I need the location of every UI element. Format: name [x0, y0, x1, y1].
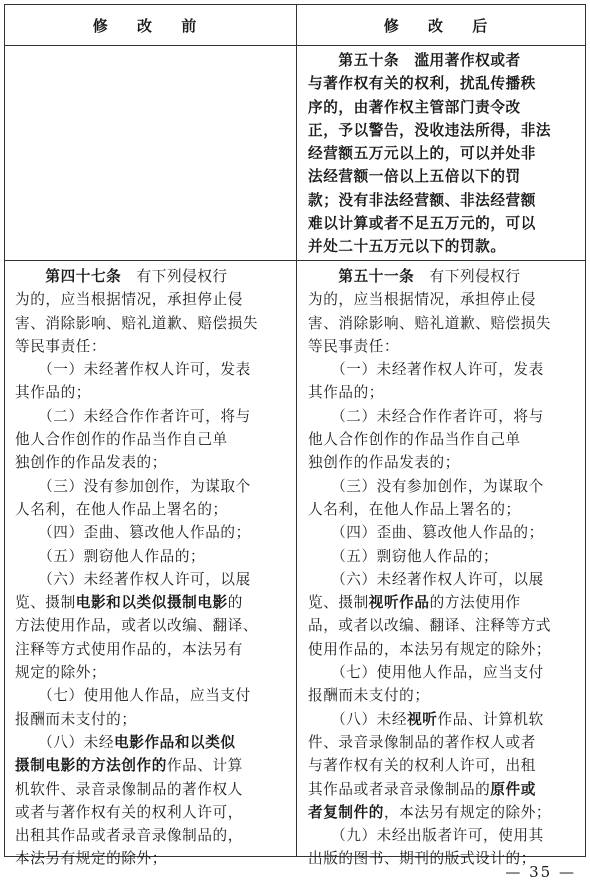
text-line: [308, 381, 578, 404]
text-line: [15, 498, 285, 521]
text-line: [308, 265, 578, 288]
text-segment: 览、摄制: [308, 594, 369, 612]
bold-text-segment: 与著作权有关的权利，扰乱传播秩: [308, 75, 536, 93]
text-segment: （七）使用他人作品，应当支付: [15, 687, 251, 705]
comparison-table: [4, 4, 586, 868]
text-line: [308, 661, 578, 684]
text-segment: （四）歪曲、篡改他人作品的；: [308, 524, 544, 542]
bold-text-segment: 并处二十五万元以下的罚款。: [308, 238, 506, 256]
text-segment: （九）未经出版者许可，使用其: [308, 827, 544, 845]
text-line: [308, 824, 578, 847]
bold-text-segment: 第五十一条: [308, 268, 415, 285]
bold-text-segment: 第四十七条: [15, 268, 122, 285]
text-segment: （五）剽窃他人作品的；: [15, 547, 206, 565]
text-segment: （二）未经合作作者许可，将与: [15, 407, 251, 425]
text-line: [308, 451, 578, 474]
text-line: [308, 119, 578, 142]
text-line: [308, 212, 578, 235]
text-line: [15, 381, 285, 404]
text-line: [15, 568, 285, 591]
text-segment: 或者与著作权有关的权利人许可，: [15, 803, 243, 821]
text-line: [308, 405, 578, 428]
text-line: [308, 142, 578, 165]
row-divider: [5, 260, 585, 261]
bold-text-segment: 款；没有非法经营额、非法经营额: [308, 191, 536, 209]
text-segment: 为的，应当根据情况，承担停止侵: [15, 291, 243, 309]
text-line: [308, 428, 578, 451]
text-line: [308, 498, 578, 521]
bold-text-segment: 视听作品: [368, 594, 430, 612]
text-segment: 其作品的；: [308, 384, 384, 402]
bold-text-segment: 摄制电影的方法创作的: [15, 757, 167, 775]
text-line: [15, 824, 285, 847]
text-line: [308, 708, 578, 731]
text-segment: （七）使用他人作品，应当支付: [308, 664, 544, 682]
text-line: [15, 288, 285, 311]
text-segment: （六）未经著作权人许可，以展: [15, 570, 251, 588]
text-segment: 报酬而未支付的；: [15, 710, 137, 728]
text-line: [308, 189, 578, 212]
bold-text-segment: 难以计算或者不足五万元的，可以: [308, 215, 536, 233]
text-segment: 作品、计算: [166, 757, 243, 775]
text-line: [308, 591, 578, 614]
bold-text-segment: 法经营额一倍以上五倍以下的罚: [308, 168, 521, 186]
text-line: [308, 72, 578, 95]
text-line: [15, 591, 285, 614]
text-segment: 为的，应当根据情况，承担停止侵: [308, 291, 536, 309]
text-line: [308, 96, 578, 119]
text-segment: 他人合作创作的作品当作自己单: [308, 431, 521, 449]
text-line: [15, 731, 285, 754]
text-segment: 的方法使用作: [429, 594, 521, 612]
header-after: 修 改 后: [383, 16, 500, 35]
header-before: 修 改 前: [92, 16, 209, 35]
text-segment: 有下列侵权行: [121, 268, 228, 285]
text-line: [15, 521, 285, 544]
text-segment: 害、消除影响、赔礼道歉、赔偿损失: [15, 314, 259, 332]
text-segment: ，本法另有规定的除外；: [383, 803, 552, 821]
text-line: [15, 801, 285, 824]
bold-text-segment: 第五十条 滥用著作权或者: [308, 52, 521, 69]
text-segment: 独创作的作品发表的；: [15, 454, 167, 472]
text-segment: （四）歪曲、篡改他人作品的；: [15, 524, 251, 542]
text-line: [308, 165, 578, 188]
text-line: [308, 754, 578, 777]
bold-text-segment: 视听: [407, 710, 438, 728]
bold-text-segment: 正，予以警告，没收违法所得，非法: [308, 121, 552, 139]
text-segment: （六）未经著作权人许可，以展: [308, 570, 544, 588]
text-segment: 他人合作创作的作品当作自己单: [15, 431, 228, 449]
text-segment: 等民事责任：: [308, 337, 400, 355]
text-segment: 品，或者以改编、翻译、注释等方式: [308, 617, 552, 635]
text-segment: 注释等方式使用作品的，本法另有: [15, 640, 243, 658]
text-line: [15, 614, 285, 637]
text-line: [15, 778, 285, 801]
text-segment: （八）未经: [308, 710, 408, 728]
text-line: [308, 801, 578, 824]
text-line: [308, 475, 578, 498]
column-divider: [296, 5, 297, 856]
text-line: [308, 545, 578, 568]
text-segment: 独创作的作品发表的；: [308, 454, 460, 472]
text-segment: 件、录音录像制品的著作权人或者: [308, 733, 536, 751]
text-line: [15, 428, 285, 451]
text-segment: （三）没有参加创作，为谋取个: [15, 477, 251, 495]
text-segment: 等民事责任：: [15, 337, 107, 355]
bold-text-segment: 原件或: [490, 780, 536, 798]
text-line: [308, 358, 578, 381]
text-line: [308, 731, 578, 754]
text-line: [15, 661, 285, 684]
bold-text-segment: 电影和以类似摄制电影: [75, 594, 228, 612]
text-segment: 其作品的；: [15, 384, 91, 402]
text-line: [15, 708, 285, 731]
text-segment: 的: [227, 594, 243, 612]
text-segment: 出租其作品或者录音录像制品的，: [15, 827, 243, 845]
text-segment: 览、摄制: [15, 594, 76, 612]
article-51-new-text: [308, 265, 578, 871]
bold-text-segment: 电影作品和以类似: [114, 733, 236, 751]
article-47-old-text: [15, 265, 285, 871]
text-line: [15, 265, 285, 288]
text-segment: 报酬而未支付的；: [308, 687, 430, 705]
text-segment: 规定的除外；: [15, 664, 107, 682]
text-line: [15, 475, 285, 498]
text-line: [308, 638, 578, 661]
text-line: [308, 288, 578, 311]
text-segment: 人名利，在他人作品上署名的；: [15, 500, 228, 518]
text-line: [15, 847, 285, 870]
text-line: [308, 568, 578, 591]
article-50-new-text: [308, 49, 578, 259]
text-segment: （八）未经: [15, 733, 115, 751]
text-segment: （二）未经合作作者许可，将与: [308, 407, 544, 425]
text-segment: 出版的图书、期刊的版式设计的；: [308, 850, 536, 868]
text-segment: （一）未经著作权人许可，发表: [308, 361, 544, 379]
text-line: [308, 235, 578, 258]
text-line: [308, 521, 578, 544]
text-line: [308, 49, 578, 72]
text-segment: （三）没有参加创作，为谋取个: [308, 477, 544, 495]
text-segment: 使用作品的，本法另有规定的除外；: [308, 640, 552, 658]
text-line: [308, 778, 578, 801]
text-line: [15, 358, 285, 381]
page-number: — 35 —: [505, 863, 576, 881]
bold-text-segment: 者复制件的: [308, 803, 384, 821]
text-segment: 本法另有规定的除外；: [15, 850, 167, 868]
text-segment: 机软件、录音录像制品的著作权人: [15, 780, 243, 798]
text-segment: 有下列侵权行: [414, 268, 521, 285]
text-line: [308, 312, 578, 335]
text-segment: （五）剽窃他人作品的；: [308, 547, 499, 565]
text-segment: 害、消除影响、赔礼道歉、赔偿损失: [308, 314, 552, 332]
bold-text-segment: 序的，由著作权主管部门责令改: [308, 98, 521, 116]
bold-text-segment: 经营额五万元以上的，可以并处非: [308, 145, 536, 163]
text-line: [15, 335, 285, 358]
text-line: [308, 614, 578, 637]
text-line: [15, 451, 285, 474]
text-segment: 方法使用作品，或者以改编、翻译、: [15, 617, 259, 635]
text-line: [15, 684, 285, 707]
text-line: [15, 754, 285, 777]
text-line: [308, 335, 578, 358]
text-segment: 与著作权有关的权利人许可，出租: [308, 757, 536, 775]
text-segment: 其作品或者录音录像制品的: [308, 780, 491, 798]
header-divider: [5, 45, 585, 46]
text-segment: 人名利，在他人作品上署名的；: [308, 500, 521, 518]
text-segment: （一）未经著作权人许可，发表: [15, 361, 251, 379]
text-line: [308, 684, 578, 707]
text-segment: 作品、计算机软: [437, 710, 544, 728]
text-line: [15, 312, 285, 335]
text-line: [15, 638, 285, 661]
text-line: [15, 405, 285, 428]
text-line: [15, 545, 285, 568]
